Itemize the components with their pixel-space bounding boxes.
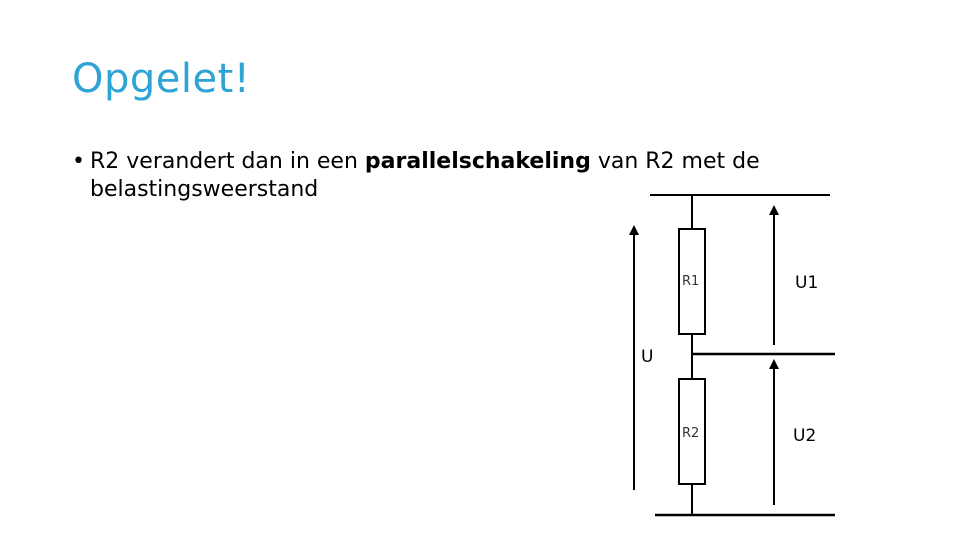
bullet-text-bold: parallelschakeling [364, 149, 591, 174]
label-u1: U1 [795, 273, 819, 293]
bullet-text-end: van R2 met de belastingsweerstand [90, 149, 760, 202]
bullet-text-start: R2 verandert dan in een [90, 149, 365, 174]
label-r2: R2 [682, 426, 700, 441]
label-u2: U2 [793, 426, 817, 446]
slide-title: Opgelet! [72, 56, 251, 102]
bullet-marker: • [72, 149, 85, 174]
label-u: U [641, 347, 654, 367]
label-r1: R1 [682, 274, 700, 289]
